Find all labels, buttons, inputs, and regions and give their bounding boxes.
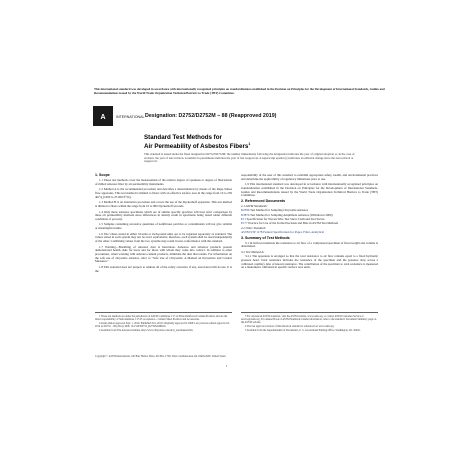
paragraph: 1.2 Method A is the recommended procedure and describes a determination by means of the Rapp-Suttee flow apparatus. This test method is limited to fibers with an effective surface area in the range from 10 to 250 dm²/g (1000 to 25 000 ft²/lb). bbox=[95, 187, 232, 199]
section-heading-scope: 1. Scope bbox=[95, 173, 110, 177]
reference-link[interactable]: D2590 bbox=[241, 208, 250, 213]
reference-item[interactable]: E11 Specification for Woven Wire Test Sieve Cloth and Test Sieves bbox=[241, 216, 325, 221]
reference-link[interactable]: E177 bbox=[241, 221, 248, 226]
title-line-1: Standard Test Methods for bbox=[144, 134, 222, 141]
left-column bbox=[95, 174, 232, 275]
footnotes-left bbox=[95, 312, 232, 333]
footnote: 5 Available from the Superintendent of Documents, U. S. Government Printing Office, Washington, DC 20402. bbox=[245, 328, 361, 332]
page-number: 1 bbox=[226, 364, 228, 368]
reference-link[interactable]: ASTM STP 1178 Federal Specification for Paper, Filter, Analytical bbox=[241, 229, 325, 234]
paragraph: 1.6 The values stated in either SI units or inch-pound units are to be regarded separately as standard. The values stated in each system may not be exact equivalents; therefore, each system shall be used independently of the other. Combining values from the two systems may result in non-conformance with the standard. bbox=[95, 231, 232, 244]
section-heading-references: 2. Referenced Documents bbox=[241, 198, 286, 203]
page-title bbox=[144, 134, 344, 151]
paragraph: 1.1 These test methods cover the measurement of the relative degree of openness or degree of fiberization of milled asbestos fiber by air permeability instruments. bbox=[95, 178, 232, 186]
title-line-2: Air Permeability of Asbestos Fibers$^1$ bbox=[144, 142, 251, 151]
logo-mark-icon bbox=[93, 106, 113, 126]
top-notice: This international standard was developed in accordance with internationally recognized principles on standardization established in the Decision on Principles for the Development of International Standards, Guides and Recommendations issued by the World Trade Organization Technical Barriers to Trade (TBT) Committee. bbox=[94, 87, 385, 95]
copyright-notice: Copyright © ASTM International, 100 Barr Harbor Drive, PO Box C700, West Conshohocken, PA 19428-2959. United States bbox=[95, 355, 226, 358]
paragraph: responsibility of the user of this standard to establish appropriate safety, health, and environmental practices and determine the applicability of regulatory limitations prior to use. bbox=[241, 173, 378, 181]
footnote: 2 Available from The Asbestos Institute, http://www.chrysotile.com/en/sr_use/manual.htm. bbox=[99, 328, 194, 332]
subsection-label: 2.1 ASTM Standards: bbox=[241, 204, 268, 209]
subsection-label: 2.2 Other Standard: bbox=[241, 225, 266, 230]
paragraph: 3.1 In both test methods the resistance to air flow of a compressed specimen of fixed weight and volume is determined. bbox=[241, 240, 378, 249]
reference-link[interactable]: D3879 bbox=[241, 212, 250, 217]
svg-text:A: A bbox=[100, 114, 106, 121]
logo-text: INTERNATIONAL bbox=[116, 115, 145, 119]
footnote: 1 These test methods are under the jurisdiction of ASTM Committee C17 on Fiber-Reinforced Cement Products and are the direct responsibility of Subcommittee C17.03 on Asbestos - Cement Sheet Products and Accessories. bbox=[95, 314, 228, 321]
standard-note: This standard is issued under the fixed designation D2752/D2752M; the number immediately following the designation indicates the year of original adoption or, in the case of revision, the year of last revision. A number in parentheses indicates the year of last reapproval. A superscript epsilon (ε) indicates an editorial change since the last revision or reapproval. bbox=[144, 152, 355, 164]
paragraph: 1.9 This international standard was developed in accordance with internationally recognized principles on standardization established in the Decision on Principles for the Development of International Standards, Guides and Recommendations issued by the World Trade Organization Technical Barriers to Trade (TBT) Committee. bbox=[241, 182, 378, 198]
right-column bbox=[241, 174, 378, 272]
astm-logo bbox=[93, 106, 145, 126]
reference-item[interactable]: D3879 Test Method for Sampling Amphibole Asbestos (Withdrawn 2000) bbox=[241, 212, 333, 217]
paragraph: 1.5 Samples containing excessive quantities of nonfibrous particles or contaminants will not give reliable or meaningful results. bbox=[95, 222, 232, 231]
paragraph: 1.4 Only those asbestos specimens which are of similar specific gravities will bear strict comparison by these air permeability methods since differences in density result in specimens being tested under different conditions of porosity. bbox=[95, 209, 232, 221]
reference-item[interactable]: E177 Practice for Use of the Terms Precision and Bias in ASTM Test Methods bbox=[241, 221, 339, 226]
title-footnote-mark: 1 bbox=[248, 142, 251, 147]
reference-item[interactable] bbox=[241, 231, 378, 235]
designation: Designation: D2752/D2752M − 88 (Reapproved 2019) bbox=[145, 113, 277, 119]
section-heading-summary: 3. Summary of Test Methods bbox=[241, 235, 290, 240]
footnote: 3 For referenced ASTM standards, visit the ASTM website, www.astm.org, or contact ASTM Customer Service at service@astm.org. For Annual Book of ASTM Standards volume information, refer to the standard's Document Summary page on the ASTM website. bbox=[241, 314, 377, 324]
subsection-label: 3.2 Test Method A: bbox=[241, 249, 265, 254]
paragraph: 1.3 Method B is an alternative procedure and covers the use of the Dyckerhoff apparatus. This test method is limited to fibers within the range from 10 to 800 Dyckerhoff seconds. bbox=[95, 200, 232, 209]
paragraph: 3.2.1 The apparatus is arranged so that the total resistance to air flow remains equal to a fixed hydraulic pressure head. Total resistance includes the resistance of the specimen and the pressure drop across a calibrated capillary tube of known resistance. The contribution of the specimen to total resistance is measured on a manometer calibrated in specific surface area units. bbox=[241, 254, 378, 270]
paragraph: 1.7 Warning—Breathing of asbestos dust is hazardous. Asbestos and asbestos products present demonstrated health risks for users and for those with whom they come into contact. In addition to other precautions, when working with asbestos-cement products, minimize the dust that results. For information on the safe use of chrysotile asbestos, refer to "Safe Use of Chrysotile: A Manual on Preventive and Control Measures." bbox=[95, 244, 232, 264]
footnote: Current edition approved Sept. 1, 2019. Published Nov. 2019. Originally approved in 1968. Last previous edition approved in 2014 as D2752 – 88 (2014). DOI: 10.1520/D2752_D2752M-88R19. bbox=[95, 321, 230, 328]
footnote: 4 The last approved version of this historical standard is referenced on www.astm.org. bbox=[245, 324, 335, 328]
reference-link[interactable]: E11 bbox=[241, 216, 246, 221]
paragraph: 1.8 This standard does not purport to address all of the safety concerns, if any, associated with its use. It is the bbox=[95, 264, 232, 273]
reference-item[interactable]: D2590 Test Method for Sampling Chrysotile Asbestos bbox=[241, 208, 309, 213]
footnotes-right bbox=[241, 312, 378, 333]
